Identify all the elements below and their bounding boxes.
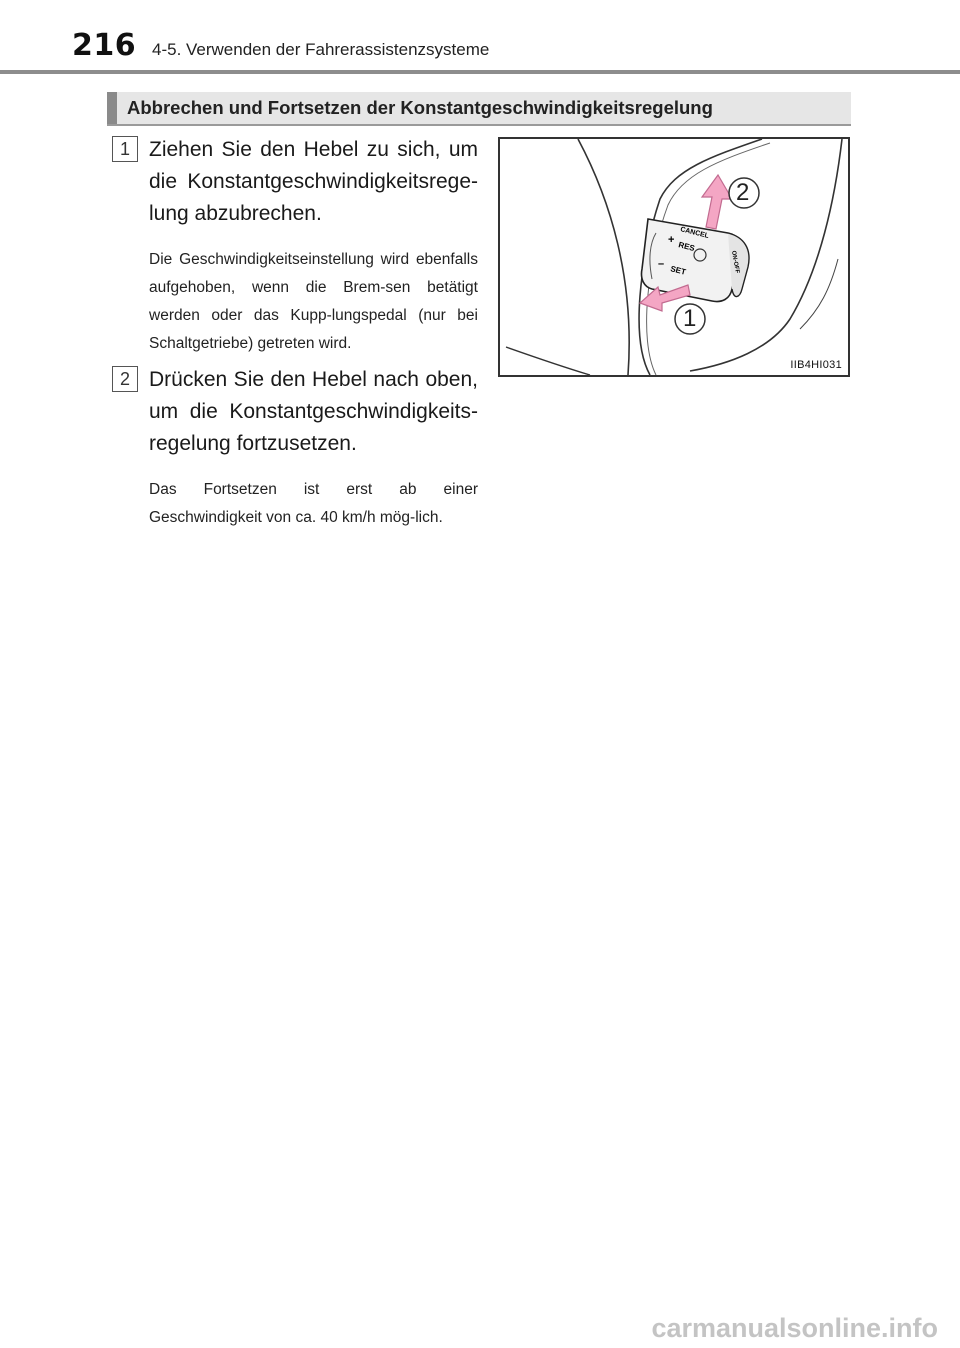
on-off-label: ON-OFF bbox=[730, 250, 740, 274]
watermark: carmanualsonline.info bbox=[651, 1313, 938, 1343]
minus-label: – bbox=[658, 258, 665, 270]
set-label: SET bbox=[669, 264, 687, 277]
plus-label: + bbox=[668, 234, 675, 246]
step-number-2: 2 bbox=[112, 366, 138, 392]
arrow-up-icon bbox=[702, 175, 732, 229]
callout-1: 1 bbox=[683, 305, 697, 332]
res-label: RES bbox=[677, 240, 696, 253]
step-1 bbox=[112, 134, 478, 358]
page-number: 216 bbox=[72, 28, 137, 63]
cancel-label: CANCEL bbox=[679, 226, 710, 240]
lever-drawing bbox=[500, 139, 848, 375]
header-divider bbox=[0, 70, 960, 74]
step-2 bbox=[112, 364, 478, 532]
section-heading-text: Abbrechen und Fortsetzen der Konstantgeschwindigkeitsregelung bbox=[127, 97, 713, 118]
lever-illustration bbox=[498, 137, 850, 377]
section-heading-marker bbox=[107, 92, 117, 124]
step-1-note: Die Geschwindigkeitseinstellung wird ebenfalls aufgehoben, wenn die Brem-sen betätigt werden oder das Kupp-lungspedal (nur bei Schaltgetriebe) getreten wird. bbox=[149, 251, 478, 352]
step-2-instruction: Drücken Sie den Hebel nach oben, um die Konstantgeschwindigkeits-regelung fortzusetzen. bbox=[149, 368, 478, 455]
step-number-1: 1 bbox=[112, 136, 138, 162]
step-1-instruction: Ziehen Sie den Hebel zu sich, um die Konstantgeschwindigkeitsrege-lung abzubrechen. bbox=[149, 138, 478, 225]
section-heading bbox=[107, 92, 851, 126]
step-2-note: Das Fortsetzen ist erst ab einer Geschwindigkeit von ca. 40 km/h mög-lich. bbox=[149, 481, 478, 526]
chapter-title: 4-5. Verwenden der Fahrerassistenzsysteme bbox=[152, 40, 490, 59]
callout-2: 2 bbox=[736, 179, 750, 206]
figure-code: IIB4HI031 bbox=[790, 359, 842, 371]
